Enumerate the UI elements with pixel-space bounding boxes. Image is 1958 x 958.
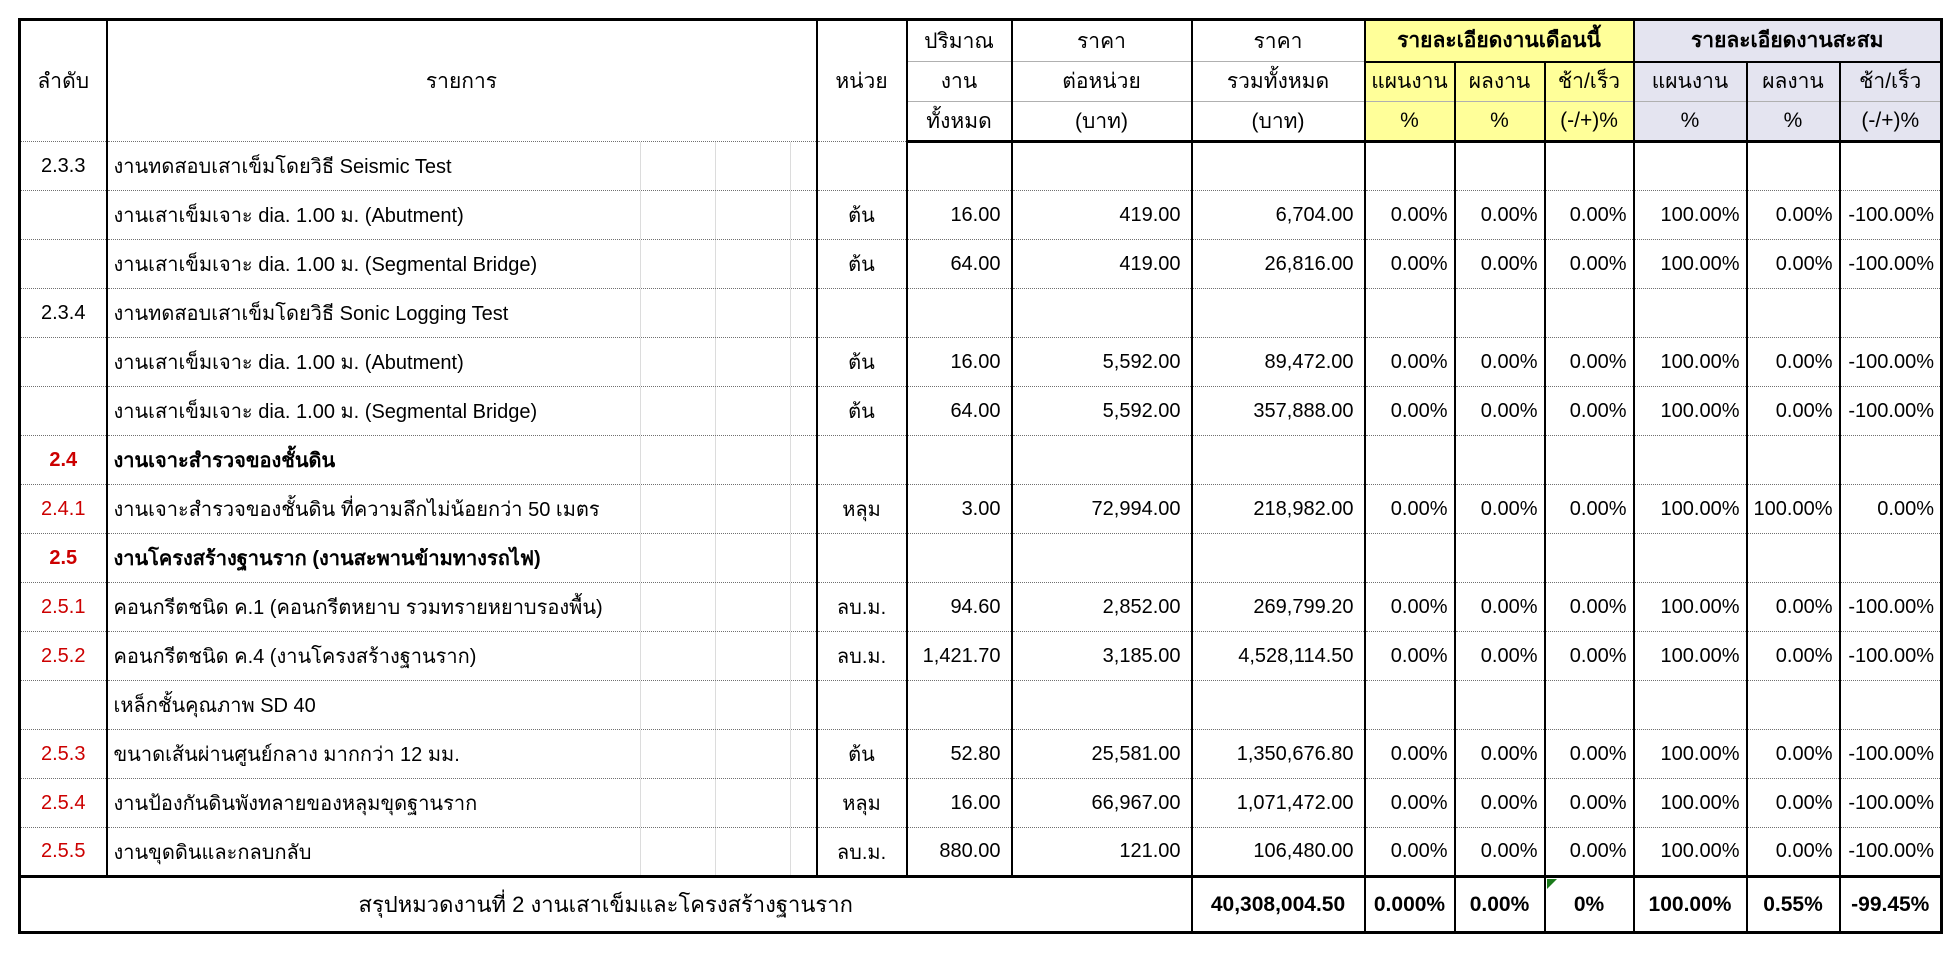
cell-month-diff — [1545, 289, 1634, 338]
cell-no: 2.5.5 — [20, 828, 107, 877]
cell-cum-plan: 100.00% — [1634, 583, 1747, 632]
cell-cum-plan: 100.00% — [1634, 387, 1747, 436]
faint-gridline — [715, 387, 716, 435]
cell-no: 2.5 — [20, 534, 107, 583]
summary-month-diff-value: 0% — [1573, 892, 1605, 916]
cell-unit-price: 419.00 — [1012, 240, 1192, 289]
cell-description — [107, 632, 817, 681]
description-text: งานโครงสร้างฐานราก (งานสะพานข้ามทางรถไฟ) — [113, 548, 541, 570]
cell-month-plan: 0.00% — [1365, 485, 1455, 534]
table-row — [20, 730, 1942, 779]
header-month-actual: ผลงาน — [1455, 62, 1545, 102]
cell-unit — [817, 681, 907, 730]
cell-total-price: 89,472.00 — [1192, 338, 1365, 387]
faint-gridline — [715, 289, 716, 337]
cell-month-actual: 0.00% — [1455, 828, 1545, 877]
faint-gridline — [790, 289, 791, 337]
summary-month-plan: 0.000% — [1365, 877, 1455, 933]
cell-unit: ต้น — [817, 191, 907, 240]
cell-cum-actual — [1747, 534, 1840, 583]
cell-month-diff — [1545, 142, 1634, 191]
cell-unit — [817, 436, 907, 485]
description-text: งานเจาะสำรวจของชั้นดิน ที่ความลึกไม่น้อยกว่า 50 เมตร — [113, 499, 600, 521]
faint-gridline — [640, 730, 641, 778]
description-text: งานทดสอบเสาเข็มโดยวิธี Seismic Test — [113, 156, 452, 178]
cell-cum-actual: 0.00% — [1747, 191, 1840, 240]
faint-gridline — [790, 730, 791, 778]
table-row — [20, 387, 1942, 436]
cell-unit-price: 66,967.00 — [1012, 779, 1192, 828]
cell-month-plan: 0.00% — [1365, 387, 1455, 436]
cell-no: 2.5.2 — [20, 632, 107, 681]
cell-month-actual — [1455, 289, 1545, 338]
faint-gridline — [790, 779, 791, 827]
cell-total-price — [1192, 142, 1365, 191]
header-unit-price-line1: ราคา — [1012, 20, 1192, 62]
cell-unit-price — [1012, 436, 1192, 485]
description-text: งานทดสอบเสาเข็มโดยวิธี Sonic Logging Test — [113, 303, 509, 325]
cell-description — [107, 583, 817, 632]
cell-quantity: 52.80 — [907, 730, 1012, 779]
faint-gridline — [640, 779, 641, 827]
header-cum-actual-pct: % — [1747, 102, 1840, 142]
cell-month-plan — [1365, 436, 1455, 485]
faint-gridline — [640, 289, 641, 337]
cell-cum-diff: -100.00% — [1840, 828, 1942, 877]
table-row — [20, 142, 1942, 191]
cell-unit — [817, 142, 907, 191]
cell-total-price: 218,982.00 — [1192, 485, 1365, 534]
cell-month-diff — [1545, 436, 1634, 485]
cell-month-actual — [1455, 681, 1545, 730]
header-item: รายการ — [107, 20, 817, 142]
description-text: คอนกรีตชนิด ค.1 (คอนกรีตหยาบ รวมทรายหยาบรองพื้น) — [113, 597, 603, 619]
cell-cum-diff: -100.00% — [1840, 583, 1942, 632]
header-unit: หน่วย — [817, 20, 907, 142]
cell-unit — [817, 534, 907, 583]
cell-cum-actual: 0.00% — [1747, 387, 1840, 436]
cell-unit: หลุม — [817, 485, 907, 534]
faint-gridline — [790, 436, 791, 484]
cell-unit: ลบ.ม. — [817, 632, 907, 681]
cell-unit-price — [1012, 142, 1192, 191]
header-total-price-line2: รวมทั้งหมด — [1192, 62, 1365, 102]
faint-gridline — [715, 191, 716, 239]
cell-description — [107, 534, 817, 583]
faint-gridline — [790, 142, 791, 190]
cell-month-actual: 0.00% — [1455, 583, 1545, 632]
cell-cum-actual: 0.00% — [1747, 828, 1840, 877]
cell-cum-plan: 100.00% — [1634, 632, 1747, 681]
faint-gridline — [790, 681, 791, 729]
description-text: งานเจาะสำรวจของชั้นดิน — [113, 450, 336, 472]
table-row — [20, 289, 1942, 338]
faint-gridline — [790, 632, 791, 680]
header-unit-price-line2: ต่อหน่วย — [1012, 62, 1192, 102]
cell-total-price: 106,480.00 — [1192, 828, 1365, 877]
faint-gridline — [715, 779, 716, 827]
cell-month-plan — [1365, 142, 1455, 191]
cell-quantity: 16.00 — [907, 338, 1012, 387]
cell-month-plan — [1365, 534, 1455, 583]
faint-gridline — [790, 534, 791, 582]
cell-unit-price: 5,592.00 — [1012, 338, 1192, 387]
table-row — [20, 632, 1942, 681]
cell-month-actual: 0.00% — [1455, 338, 1545, 387]
cell-month-diff: 0.00% — [1545, 485, 1634, 534]
summary-cum-plan: 100.00% — [1634, 877, 1747, 933]
header-month-plan-pct: % — [1365, 102, 1455, 142]
cell-cum-diff: -100.00% — [1840, 387, 1942, 436]
cell-cum-plan: 100.00% — [1634, 485, 1747, 534]
cell-cum-diff: -100.00% — [1840, 191, 1942, 240]
cell-description — [107, 387, 817, 436]
cell-no — [20, 191, 107, 240]
header-month-plan: แผนงาน — [1365, 62, 1455, 102]
cell-description — [107, 338, 817, 387]
cell-unit-price: 2,852.00 — [1012, 583, 1192, 632]
faint-gridline — [715, 681, 716, 729]
cell-unit: ต้น — [817, 338, 907, 387]
cell-month-plan: 0.00% — [1365, 730, 1455, 779]
description-text: งานเสาเข็มเจาะ dia. 1.00 ม. (Abutment) — [113, 205, 464, 227]
cell-description — [107, 485, 817, 534]
table-row — [20, 485, 1942, 534]
cell-unit-price: 72,994.00 — [1012, 485, 1192, 534]
cell-unit-price: 3,185.00 — [1012, 632, 1192, 681]
cell-unit-price — [1012, 534, 1192, 583]
cell-month-actual: 0.00% — [1455, 191, 1545, 240]
cell-no: 2.3.4 — [20, 289, 107, 338]
cell-month-plan: 0.00% — [1365, 191, 1455, 240]
faint-gridline — [790, 828, 791, 875]
cell-total-price: 1,071,472.00 — [1192, 779, 1365, 828]
cell-month-diff: 0.00% — [1545, 779, 1634, 828]
cell-quantity — [907, 436, 1012, 485]
cell-description — [107, 240, 817, 289]
faint-gridline — [715, 828, 716, 875]
cell-month-plan — [1365, 681, 1455, 730]
faint-gridline — [790, 387, 791, 435]
cell-month-diff: 0.00% — [1545, 828, 1634, 877]
faint-gridline — [790, 485, 791, 533]
cell-description — [107, 681, 817, 730]
cell-month-diff — [1545, 534, 1634, 583]
cell-unit: ต้น — [817, 387, 907, 436]
cell-cum-diff: 0.00% — [1840, 485, 1942, 534]
cell-cum-actual: 0.00% — [1747, 583, 1840, 632]
faint-gridline — [715, 436, 716, 484]
summary-cum-diff: -99.45% — [1840, 877, 1942, 933]
cell-cum-diff: -100.00% — [1840, 338, 1942, 387]
faint-gridline — [640, 191, 641, 239]
cell-cum-diff: -100.00% — [1840, 632, 1942, 681]
summary-month-actual: 0.00% — [1455, 877, 1545, 933]
cell-cum-diff: -100.00% — [1840, 240, 1942, 289]
header-no: ลำดับ — [20, 20, 107, 142]
cell-description — [107, 828, 817, 877]
summary-row — [20, 877, 1942, 933]
cell-no: 2.4 — [20, 436, 107, 485]
cell-total-price: 4,528,114.50 — [1192, 632, 1365, 681]
cell-month-diff — [1545, 681, 1634, 730]
cell-total-price — [1192, 289, 1365, 338]
cell-cum-plan — [1634, 142, 1747, 191]
cell-no — [20, 240, 107, 289]
cell-no: 2.5.3 — [20, 730, 107, 779]
table-row — [20, 338, 1942, 387]
faint-gridline — [790, 338, 791, 386]
header-unit-price-line3: (บาท) — [1012, 102, 1192, 142]
description-text: งานป้องกันดินพังทลายของหลุมขุดฐานราก — [113, 793, 478, 815]
faint-gridline — [640, 583, 641, 631]
cell-total-price: 1,350,676.80 — [1192, 730, 1365, 779]
faint-gridline — [715, 632, 716, 680]
cell-no — [20, 387, 107, 436]
table-row — [20, 191, 1942, 240]
cell-month-diff: 0.00% — [1545, 240, 1634, 289]
header-qty-line1: ปริมาณ — [907, 20, 1012, 62]
cell-quantity: 880.00 — [907, 828, 1012, 877]
cell-month-actual: 0.00% — [1455, 730, 1545, 779]
cell-cum-actual: 0.00% — [1747, 730, 1840, 779]
faint-gridline — [640, 485, 641, 533]
faint-gridline — [790, 191, 791, 239]
cell-quantity: 64.00 — [907, 387, 1012, 436]
cell-total-price — [1192, 534, 1365, 583]
cell-cum-actual — [1747, 436, 1840, 485]
cell-cum-plan: 100.00% — [1634, 779, 1747, 828]
cell-cum-actual — [1747, 289, 1840, 338]
faint-gridline — [640, 681, 641, 729]
description-text: งานเสาเข็มเจาะ dia. 1.00 ม. (Segmental Bridge) — [113, 254, 538, 276]
summary-label: สรุปหมวดงานที่ 2 งานเสาเข็มและโครงสร้างฐานราก — [20, 877, 1192, 933]
header-total-price-line1: ราคา — [1192, 20, 1365, 62]
cell-month-plan: 0.00% — [1365, 583, 1455, 632]
faint-gridline — [715, 338, 716, 386]
table-row — [20, 583, 1942, 632]
faint-gridline — [790, 240, 791, 288]
cell-cum-diff — [1840, 436, 1942, 485]
cell-month-actual: 0.00% — [1455, 632, 1545, 681]
table-row — [20, 681, 1942, 730]
cell-month-actual — [1455, 534, 1545, 583]
progress-report-table — [18, 18, 1943, 934]
faint-gridline — [640, 534, 641, 582]
cell-unit — [817, 289, 907, 338]
cell-total-price — [1192, 681, 1365, 730]
cell-quantity — [907, 534, 1012, 583]
faint-gridline — [715, 583, 716, 631]
cell-cum-diff — [1840, 142, 1942, 191]
cell-no — [20, 338, 107, 387]
cell-unit: ลบ.ม. — [817, 828, 907, 877]
description-text: งานเสาเข็มเจาะ dia. 1.00 ม. (Abutment) — [113, 352, 464, 374]
cell-cum-plan: 100.00% — [1634, 240, 1747, 289]
cell-month-plan: 0.00% — [1365, 779, 1455, 828]
cell-quantity — [907, 142, 1012, 191]
header-cum-actual: ผลงาน — [1747, 62, 1840, 102]
header-qty-line3: ทั้งหมด — [907, 102, 1012, 142]
cell-cum-actual: 0.00% — [1747, 338, 1840, 387]
cell-unit-price — [1012, 681, 1192, 730]
faint-gridline — [715, 534, 716, 582]
cell-description — [107, 191, 817, 240]
cell-cum-diff: -100.00% — [1840, 730, 1942, 779]
cell-quantity: 16.00 — [907, 191, 1012, 240]
cell-cum-actual: 100.00% — [1747, 485, 1840, 534]
summary-cum-actual: 0.55% — [1747, 877, 1840, 933]
faint-gridline — [640, 387, 641, 435]
cell-month-diff: 0.00% — [1545, 730, 1634, 779]
cell-month-plan: 0.00% — [1365, 338, 1455, 387]
cell-total-price: 357,888.00 — [1192, 387, 1365, 436]
cell-cum-plan — [1634, 681, 1747, 730]
cell-month-plan: 0.00% — [1365, 632, 1455, 681]
cell-cum-diff — [1840, 681, 1942, 730]
table-row — [20, 828, 1942, 877]
faint-gridline — [640, 338, 641, 386]
cell-cum-plan — [1634, 534, 1747, 583]
cell-description — [107, 779, 817, 828]
faint-gridline — [715, 485, 716, 533]
faint-gridline — [640, 632, 641, 680]
cell-cum-plan: 100.00% — [1634, 730, 1747, 779]
cell-cum-actual — [1747, 142, 1840, 191]
cell-quantity: 16.00 — [907, 779, 1012, 828]
table-row — [20, 240, 1942, 289]
cell-cum-plan: 100.00% — [1634, 191, 1747, 240]
cell-quantity: 3.00 — [907, 485, 1012, 534]
cell-cum-plan — [1634, 289, 1747, 338]
header-month-diff: ช้า/เร็ว — [1545, 62, 1634, 102]
cell-quantity: 94.60 — [907, 583, 1012, 632]
cell-quantity: 1,421.70 — [907, 632, 1012, 681]
cell-quantity: 64.00 — [907, 240, 1012, 289]
faint-gridline — [790, 583, 791, 631]
header-qty-line2: งาน — [907, 62, 1012, 102]
header-month-group: รายละเอียดงานเดือนนี้ — [1365, 20, 1634, 62]
table-row — [20, 436, 1942, 485]
description-text: คอนกรีตชนิด ค.4 (งานโครงสร้างฐานราก) — [113, 646, 477, 668]
cell-total-price — [1192, 436, 1365, 485]
table-body — [20, 142, 1942, 877]
cell-unit-price: 5,592.00 — [1012, 387, 1192, 436]
cell-description — [107, 142, 817, 191]
cell-cum-plan — [1634, 436, 1747, 485]
cell-no — [20, 681, 107, 730]
cell-month-diff: 0.00% — [1545, 191, 1634, 240]
cell-month-actual — [1455, 436, 1545, 485]
faint-gridline — [640, 436, 641, 484]
green-corner-marker — [1547, 879, 1557, 889]
table-header — [20, 20, 1942, 142]
header-cum-diff: ช้า/เร็ว — [1840, 62, 1942, 102]
cell-no: 2.4.1 — [20, 485, 107, 534]
cell-unit-price: 419.00 — [1012, 191, 1192, 240]
description-text: งานขุดดินและกลบกลับ — [113, 841, 312, 864]
header-row-1 — [20, 20, 1942, 62]
cell-description — [107, 436, 817, 485]
cell-month-actual: 0.00% — [1455, 779, 1545, 828]
header-cumulative-group: รายละเอียดงานสะสม — [1634, 20, 1942, 62]
cell-month-diff: 0.00% — [1545, 338, 1634, 387]
cell-month-actual — [1455, 142, 1545, 191]
cell-total-price: 6,704.00 — [1192, 191, 1365, 240]
description-text: งานเสาเข็มเจาะ dia. 1.00 ม. (Segmental Bridge) — [113, 401, 538, 423]
cell-cum-actual: 0.00% — [1747, 779, 1840, 828]
summary-month-diff — [1545, 877, 1634, 933]
cell-cum-actual — [1747, 681, 1840, 730]
cell-quantity — [907, 289, 1012, 338]
cell-month-plan: 0.00% — [1365, 240, 1455, 289]
cell-description — [107, 289, 817, 338]
cell-total-price: 26,816.00 — [1192, 240, 1365, 289]
table-row — [20, 779, 1942, 828]
cell-unit-price — [1012, 289, 1192, 338]
header-cum-plan-pct: % — [1634, 102, 1747, 142]
faint-gridline — [640, 142, 641, 190]
cell-no: 2.5.1 — [20, 583, 107, 632]
faint-gridline — [715, 142, 716, 190]
cell-cum-diff — [1840, 534, 1942, 583]
cell-month-diff: 0.00% — [1545, 632, 1634, 681]
summary-total-price: 40,308,004.50 — [1192, 877, 1365, 933]
header-cum-diff-pct: (-/+)% — [1840, 102, 1942, 142]
header-total-price-line3: (บาท) — [1192, 102, 1365, 142]
cell-quantity — [907, 681, 1012, 730]
header-month-diff-pct: (-/+)% — [1545, 102, 1634, 142]
cell-cum-diff — [1840, 289, 1942, 338]
faint-gridline — [715, 730, 716, 778]
cell-unit: ต้น — [817, 240, 907, 289]
cell-month-actual: 0.00% — [1455, 485, 1545, 534]
cell-cum-diff: -100.00% — [1840, 779, 1942, 828]
cell-month-actual: 0.00% — [1455, 240, 1545, 289]
cell-cum-plan: 100.00% — [1634, 338, 1747, 387]
header-cum-plan: แผนงาน — [1634, 62, 1747, 102]
cell-month-diff: 0.00% — [1545, 387, 1634, 436]
faint-gridline — [715, 240, 716, 288]
cell-no: 2.5.4 — [20, 779, 107, 828]
cell-unit: หลุม — [817, 779, 907, 828]
cell-unit: ต้น — [817, 730, 907, 779]
cell-description — [107, 730, 817, 779]
cell-unit: ลบ.ม. — [817, 583, 907, 632]
cell-no: 2.3.3 — [20, 142, 107, 191]
cell-month-actual: 0.00% — [1455, 387, 1545, 436]
cell-cum-actual: 0.00% — [1747, 240, 1840, 289]
table-row — [20, 534, 1942, 583]
description-text: เหล็กชั้นคุณภาพ SD 40 — [113, 695, 316, 717]
faint-gridline — [640, 828, 641, 875]
header-month-actual-pct: % — [1455, 102, 1545, 142]
cell-unit-price: 25,581.00 — [1012, 730, 1192, 779]
cell-unit-price: 121.00 — [1012, 828, 1192, 877]
cell-month-plan — [1365, 289, 1455, 338]
cell-month-diff: 0.00% — [1545, 583, 1634, 632]
cell-total-price: 269,799.20 — [1192, 583, 1365, 632]
cell-cum-actual: 0.00% — [1747, 632, 1840, 681]
faint-gridline — [640, 240, 641, 288]
cell-month-plan: 0.00% — [1365, 828, 1455, 877]
description-text: ขนาดเส้นผ่านศูนย์กลาง มากกว่า 12 มม. — [113, 744, 460, 766]
cell-cum-plan: 100.00% — [1634, 828, 1747, 877]
